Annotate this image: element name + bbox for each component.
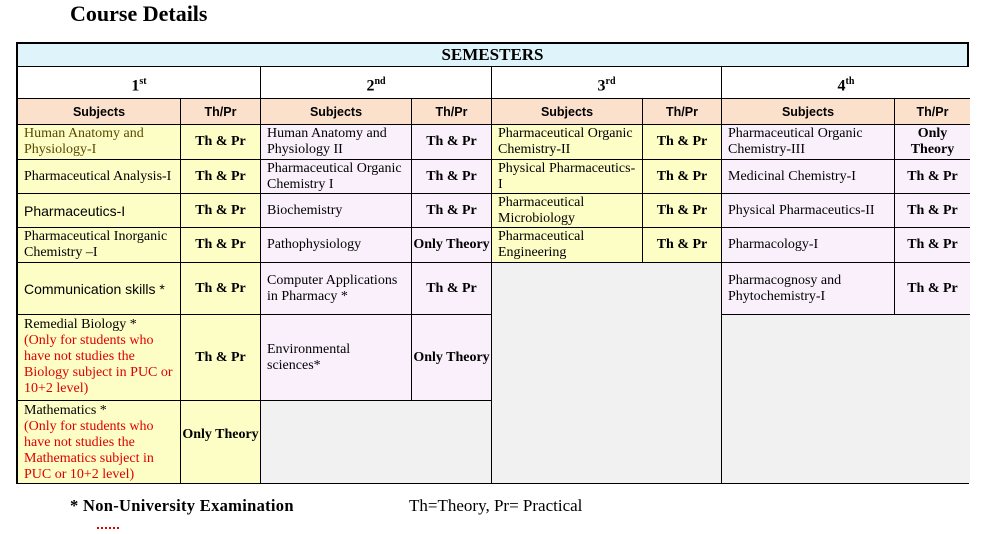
- thpr-cell: Th & Pr: [907, 237, 958, 252]
- semester-4-column: [721, 67, 970, 483]
- table-row: [18, 228, 260, 263]
- subject-cell: Pharmacognosy and Phytochemistry-I: [722, 263, 895, 314]
- thpr-cell: Th & Pr: [426, 202, 477, 218]
- semester-4-number: 4th: [722, 67, 970, 99]
- subject-cell: Pharmaceutics-I: [18, 194, 181, 227]
- subject-cell: [18, 315, 181, 400]
- subject-note: (Only for students who have not studies the Mathematics subject in PUC or 10+2 level): [24, 419, 154, 482]
- subject-cell: Pharmaceutical Inorganic Chemistry –I: [18, 228, 181, 262]
- table-row: [492, 160, 721, 194]
- subject-cell: Environmental sciences*: [261, 315, 412, 400]
- thpr-cell: Th & Pr: [195, 349, 246, 365]
- semester-1-column: [18, 67, 260, 483]
- subject-cell: [18, 401, 181, 483]
- legend-text: Th=Theory, Pr= Practical: [409, 496, 583, 515]
- table-row: [18, 315, 260, 401]
- semester-3-column: [491, 67, 721, 483]
- table-row: [261, 263, 491, 315]
- thpr-cell: Only Theory: [413, 349, 490, 365]
- table-row: [722, 228, 970, 263]
- subjects-header: Subjects: [722, 99, 895, 124]
- semester-3-number: 3rd: [492, 67, 721, 99]
- semester-2-column: [260, 67, 491, 483]
- subject-name: Remedial Biology *: [24, 317, 137, 332]
- thpr-header: Th/Pr: [435, 104, 468, 119]
- subjects-header: Subjects: [261, 99, 412, 124]
- course-table: [16, 42, 969, 484]
- table-row: [261, 160, 491, 194]
- subject-cell: Pharmaceutical Microbiology: [492, 194, 643, 227]
- footnote: * Non-University Examination: [70, 496, 294, 515]
- page-title: Course Details: [70, 1, 208, 26]
- subject-cell: Pharmaceutical Organic Chemistry-II: [492, 125, 643, 159]
- thpr-cell: Th & Pr: [656, 237, 708, 252]
- subject-cell: Human Anatomy and Physiology II: [261, 125, 412, 159]
- semester-3-table-header: [492, 99, 721, 125]
- thpr-cell: Th & Pr: [656, 134, 708, 149]
- subject-cell: Computer Applications in Pharmacy *: [261, 263, 412, 314]
- thpr-cell: Th & Pr: [907, 280, 958, 296]
- empty-cell: [261, 401, 491, 483]
- thpr-cell: Th & Pr: [195, 202, 246, 218]
- table-row: [722, 194, 970, 228]
- thpr-cell: Th & Pr: [195, 134, 246, 149]
- empty-cell: [722, 315, 970, 483]
- semester-2-table-header: [261, 99, 491, 125]
- thpr-cell: Th & Pr: [195, 168, 246, 184]
- semester-1-table-header: [18, 99, 260, 125]
- semester-2-number: 2nd: [261, 67, 491, 99]
- subject-cell: Pharmaceutical Engineering: [492, 228, 643, 262]
- thpr-header: Th/Pr: [204, 104, 237, 119]
- subjects-header: Subjects: [18, 99, 181, 124]
- thpr-cell: Only Theory: [910, 126, 955, 157]
- table-row: [261, 228, 491, 263]
- thpr-header: Th/Pr: [916, 104, 949, 119]
- thpr-cell: Th & Pr: [426, 168, 477, 184]
- empty-cell: [492, 263, 721, 483]
- thpr-cell: Th & Pr: [907, 168, 958, 184]
- thpr-cell: Th & Pr: [656, 202, 708, 218]
- semesters-header: SEMESTERS: [18, 44, 967, 67]
- table-row: [722, 160, 970, 194]
- table-row: [722, 125, 970, 160]
- table-row: [492, 194, 721, 228]
- decorative-underline: [97, 527, 119, 529]
- subject-cell: Physical Pharmaceutics-I: [492, 160, 643, 193]
- table-row: [18, 194, 260, 228]
- subject-name: Mathematics *: [24, 403, 107, 418]
- table-row: [18, 401, 260, 483]
- thpr-cell: Th & Pr: [195, 280, 246, 296]
- thpr-cell: Th & Pr: [907, 202, 958, 218]
- semester-4-table-header: [722, 99, 970, 125]
- subject-note: (Only for students who have not studies the Biology subject in PUC or 10+2 level): [24, 333, 173, 396]
- table-row: [18, 263, 260, 315]
- subject-cell: Pharmacology-I: [722, 228, 895, 262]
- subject-cell: Communication skills *: [18, 263, 181, 314]
- semester-1-number: 1st: [18, 67, 260, 99]
- subject-cell: Physical Pharmaceutics-II: [722, 194, 895, 227]
- thpr-cell: Th & Pr: [426, 134, 477, 149]
- thpr-cell: Th & Pr: [656, 168, 708, 184]
- subject-cell: Pharmaceutical Organic Chemistry-III: [722, 125, 895, 159]
- subjects-header: Subjects: [492, 99, 643, 124]
- subject-cell: Medicinal Chemistry-I: [722, 160, 895, 193]
- thpr-cell: Only Theory: [182, 427, 259, 442]
- table-row: [261, 194, 491, 228]
- subject-cell: Pathophysiology: [261, 228, 412, 262]
- thpr-cell: Only Theory: [413, 237, 490, 252]
- table-row: [18, 125, 260, 160]
- thpr-cell: Th & Pr: [426, 280, 477, 296]
- table-row: [261, 315, 491, 401]
- thpr-header: Th/Pr: [666, 104, 698, 119]
- subject-cell: Pharmaceutical Organic Chemistry I: [261, 160, 412, 193]
- thpr-cell: Th & Pr: [195, 237, 246, 252]
- subject-cell: Biochemistry: [261, 194, 412, 227]
- table-row: [261, 125, 491, 160]
- table-row: [492, 125, 721, 160]
- table-row: [18, 160, 260, 194]
- table-row: [492, 228, 721, 263]
- subject-cell: Human Anatomy and Physiology-I: [18, 125, 181, 159]
- semester-columns: [18, 67, 967, 483]
- subject-cell: Pharmaceutical Analysis-I: [18, 160, 181, 193]
- table-row: [722, 263, 970, 315]
